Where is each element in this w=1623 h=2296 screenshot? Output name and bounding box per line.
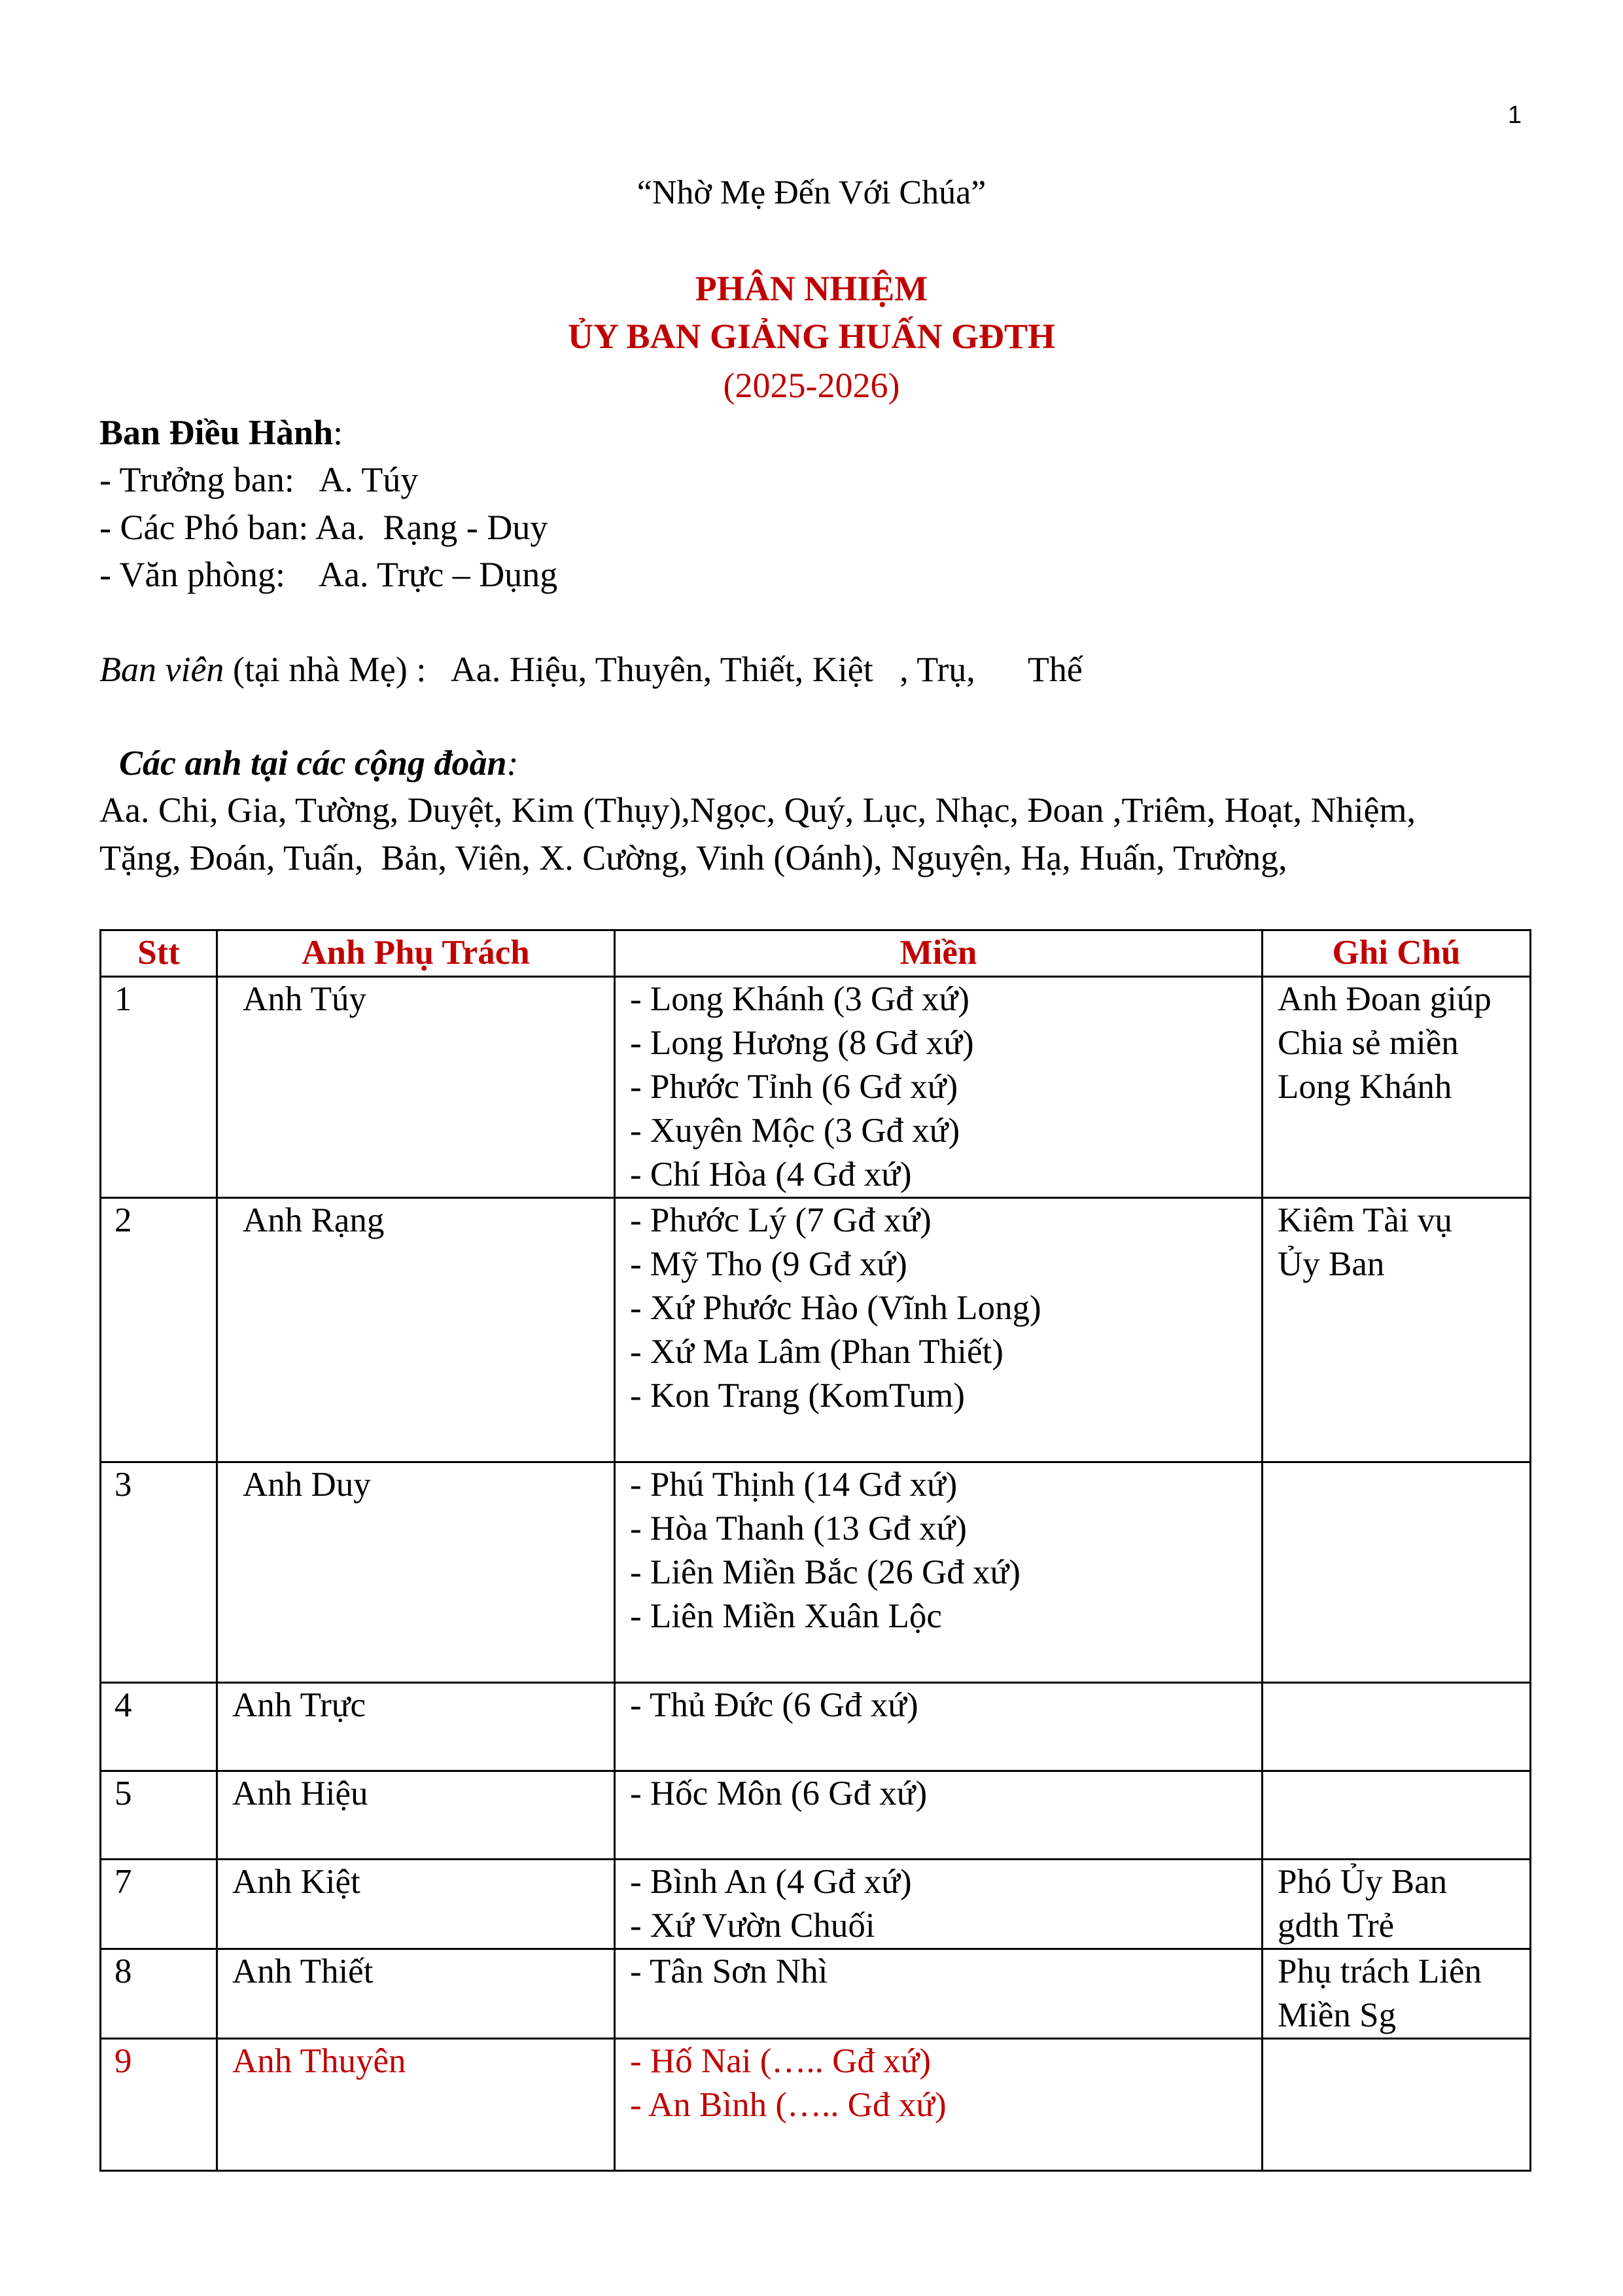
row-regions	[615, 2039, 1263, 2171]
row-regions	[615, 1860, 1263, 1949]
motto: “Nhờ Mẹ Đến Với Chúa”	[637, 174, 986, 211]
exec-board-colon: :	[333, 413, 343, 452]
region-item: - Xứ Phước Hào (Vĩnh Long)	[630, 1289, 1041, 1327]
row-stt: 8	[101, 1949, 217, 2039]
row-stt: 7	[101, 1860, 217, 1949]
communities-line-1: Aa. Chi, Gia, Tường, Duyệt, Kim (Thụy),Ngọc, Quý, Lục, Nhạc, Đoan ,Triêm, Hoạt, Nhiệm,	[99, 790, 1416, 830]
header-note: Ghi Chú	[1263, 930, 1531, 977]
table-row	[101, 1949, 1531, 2039]
table-row	[101, 1683, 1531, 1771]
title-line-1: PHÂN NHIỆM	[695, 269, 928, 308]
exec-board-deputies: - Các Phó ban: Aa. Rạng - Duy	[99, 508, 548, 547]
row-regions	[615, 1462, 1263, 1683]
note-line: gdth Trẻ	[1278, 1907, 1395, 1945]
row-stt: 3	[101, 1462, 217, 1683]
table-row	[101, 1860, 1531, 1949]
exec-board-office: - Văn phòng: Aa. Trực – Dụng	[99, 555, 558, 594]
row-notes	[1263, 1462, 1531, 1683]
region-item: - Hốc Môn (6 Gđ xứ)	[630, 1775, 928, 1812]
header-stt: Stt	[101, 930, 217, 977]
communities-colon: :	[506, 743, 519, 783]
region-item: - Hố Nai (….. Gđ xứ)	[630, 2042, 931, 2080]
assignment-table	[99, 929, 1531, 2172]
row-notes	[1263, 1860, 1531, 1949]
note-line: Ủy Ban	[1278, 1245, 1385, 1283]
region-item: - Liên Miền Bắc (26 Gđ xứ)	[630, 1553, 1021, 1591]
table-row	[101, 1198, 1531, 1462]
row-regions	[615, 1771, 1263, 1860]
note-line: Chia sẻ miền	[1278, 1024, 1459, 1062]
region-item: - Long Hương (8 Gđ xứ)	[630, 1024, 974, 1062]
members-label: Ban viên	[99, 650, 224, 689]
note-line: Phụ trách Liên	[1278, 1952, 1482, 1990]
region-item: - Long Khánh (3 Gđ xứ)	[630, 980, 969, 1018]
exec-board-head: - Trưởng ban: A. Túy	[99, 460, 419, 499]
table-row	[101, 1771, 1531, 1860]
note-line: Kiêm Tài vụ	[1278, 1201, 1452, 1239]
row-notes	[1263, 1683, 1531, 1771]
row-notes	[1263, 1771, 1531, 1860]
title-line-2: ỦY BAN GIẢNG HUẤN GĐTH	[567, 317, 1056, 356]
region-item: - Xuyên Mộc (3 Gđ xứ)	[630, 1112, 960, 1150]
row-person: Anh Kiệt	[217, 1860, 615, 1949]
row-stt: 9	[101, 2039, 217, 2171]
region-item: - Liên Miền Xuân Lộc	[630, 1597, 942, 1635]
row-person: Anh Túy	[217, 977, 615, 1198]
region-item: - Xứ Ma Lâm (Phan Thiết)	[630, 1333, 1003, 1371]
note-line: Miền Sg	[1278, 1996, 1397, 2034]
row-regions	[615, 977, 1263, 1198]
note-line: Phó Ủy Ban	[1278, 1863, 1448, 1901]
communities-line-2: Tặng, Đoán, Tuấn, Bản, Viên, X. Cường, Vinh (Oánh), Nguyện, Hạ, Huấn, Trường,	[99, 838, 1287, 877]
communities-heading-text: Các anh tại các cộng đoàn	[119, 743, 507, 783]
row-notes	[1263, 2039, 1531, 2171]
exec-board-heading	[99, 412, 343, 453]
region-item: - Thủ Đức (6 Gđ xứ)	[630, 1686, 918, 1724]
region-item: - Xứ Vườn Chuối	[630, 1907, 875, 1945]
table-row	[101, 977, 1531, 1198]
note-line: Long Khánh	[1278, 1068, 1452, 1106]
row-notes	[1263, 977, 1531, 1198]
row-regions	[615, 1198, 1263, 1462]
page-number: 1	[1508, 101, 1522, 129]
row-stt: 5	[101, 1771, 217, 1860]
region-item: - Phú Thịnh (14 Gđ xứ)	[630, 1466, 958, 1504]
region-item: - Chí Hòa (4 Gđ xứ)	[630, 1156, 912, 1193]
region-item: - Phước Tỉnh (6 Gđ xứ)	[630, 1068, 958, 1106]
region-item: - Tân Sơn Nhì	[630, 1952, 828, 1990]
region-item: - An Bình (….. Gđ xứ)	[630, 2086, 947, 2124]
row-regions	[615, 1949, 1263, 2039]
row-stt: 2	[101, 1198, 217, 1462]
row-person: Anh Hiệu	[217, 1771, 615, 1860]
row-person: Anh Thiết	[217, 1949, 615, 2039]
year-range: (2025-2026)	[723, 366, 900, 405]
row-regions	[615, 1683, 1263, 1771]
region-item: - Phước Lý (7 Gđ xứ)	[630, 1201, 932, 1239]
table-header-row	[101, 930, 1531, 977]
region-item: - Bình An (4 Gđ xứ)	[630, 1863, 912, 1901]
communities-heading	[119, 743, 519, 783]
members-line	[99, 649, 1083, 690]
row-person: Anh Trực	[217, 1683, 615, 1771]
header-person: Anh Phụ Trách	[217, 930, 615, 977]
row-person: Anh Duy	[217, 1462, 615, 1683]
table-row	[101, 1462, 1531, 1683]
row-notes	[1263, 1198, 1531, 1462]
header-region: Miền	[615, 930, 1263, 977]
row-notes	[1263, 1949, 1531, 2039]
exec-board-heading-text: Ban Điều Hành	[99, 413, 334, 452]
region-item: - Mỹ Tho (9 Gđ xứ)	[630, 1245, 907, 1283]
region-item: - Kon Trang (KomTum)	[630, 1377, 965, 1415]
row-stt: 4	[101, 1683, 217, 1771]
table-row	[101, 2039, 1531, 2171]
members-list: (tại nhà Mẹ) : Aa. Hiệu, Thuyên, Thiết, Kiệt , Trụ, Thế	[224, 650, 1083, 689]
row-stt: 1	[101, 977, 217, 1198]
note-line: Anh Đoan giúp	[1278, 980, 1492, 1018]
row-person: Anh Rạng	[217, 1198, 615, 1462]
row-person: Anh Thuyên	[217, 2039, 615, 2171]
region-item: - Hòa Thanh (13 Gđ xứ)	[630, 1510, 967, 1547]
